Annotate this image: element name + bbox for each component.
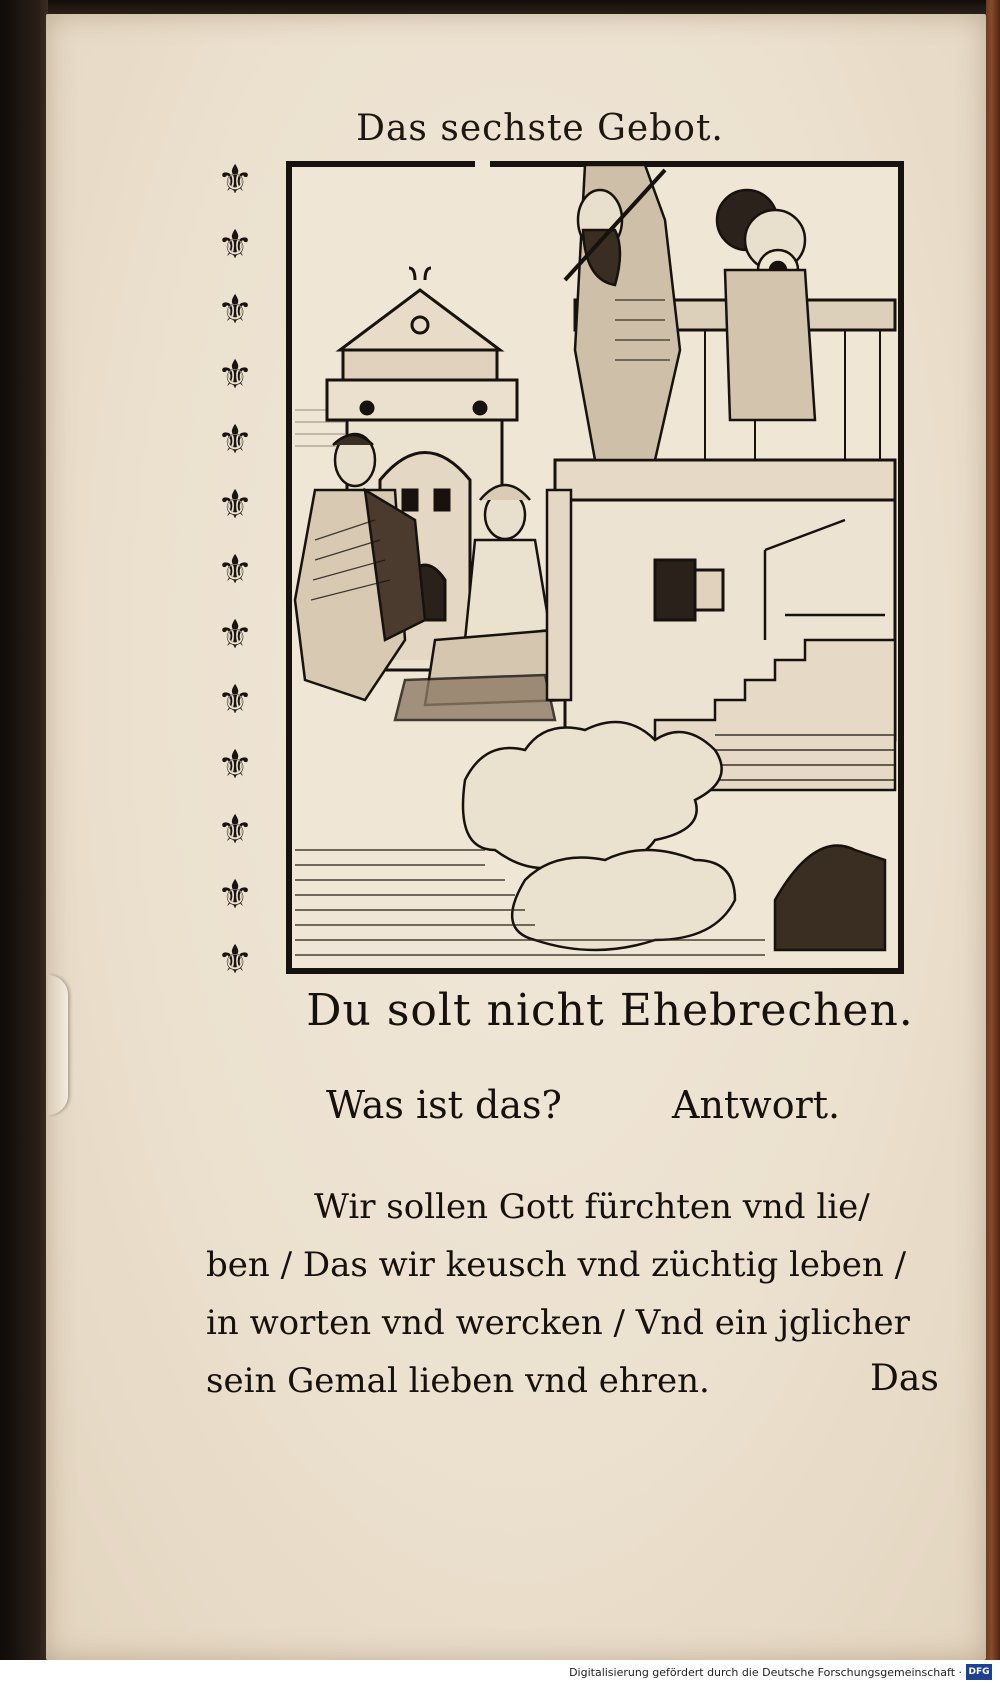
question-row — [300, 1083, 900, 1143]
running-head: Das sechste Gebot. — [356, 108, 724, 149]
fleur-de-lis-icon: ⚜ — [217, 222, 253, 268]
commandment-caption: Du solt nicht Ehebrechen. — [306, 985, 914, 1036]
binding-shadow — [0, 0, 48, 1686]
body-line: ben / Das wir keusch vnd züchtig leben / — [206, 1245, 907, 1285]
fleur-de-lis-icon: ⚜ — [217, 937, 253, 983]
fleur-de-lis-icon: ⚜ — [217, 742, 253, 788]
body-line: Wir sollen Gott fürchten vnd lie/ — [314, 1187, 870, 1227]
woodcut-svg — [285, 160, 905, 975]
fleur-de-lis-icon: ⚜ — [217, 547, 253, 593]
fleur-de-lis-icon: ⚜ — [217, 157, 253, 203]
fleur-de-lis-icon: ⚜ — [217, 352, 253, 398]
soldier-figure — [717, 190, 815, 420]
catchword: Das — [870, 1358, 939, 1399]
ornament-border — [205, 157, 265, 983]
body-line: sein Gemal lieben vnd ehren. — [206, 1361, 710, 1401]
woodcut-illustration — [285, 160, 905, 975]
fleur-de-lis-icon: ⚜ — [217, 287, 253, 333]
explanation-paragraph — [206, 1178, 966, 1410]
fleur-de-lis-icon: ⚜ — [217, 482, 253, 528]
answer-label: Antwort. — [672, 1083, 841, 1127]
fleur-de-lis-icon: ⚜ — [217, 872, 253, 918]
book-cover-edge — [986, 0, 1000, 1660]
scan-top-edge — [0, 0, 1000, 14]
digitization-credit: Digitalisierung gefördert durch die Deutsche Forschungsgemeinschaft · — [569, 1666, 962, 1679]
dfg-logo-icon: DFG — [966, 1664, 992, 1680]
fleur-de-lis-icon: ⚜ — [217, 807, 253, 853]
fleur-de-lis-icon: ⚜ — [217, 612, 253, 658]
body-line: in worten vnd wercken / Vnd ein jglicher — [206, 1303, 910, 1343]
fleur-de-lis-icon: ⚜ — [217, 677, 253, 723]
fleur-de-lis-icon: ⚜ — [217, 417, 253, 463]
page-fold-edge — [48, 975, 68, 1115]
column — [547, 490, 571, 700]
question-text: Was ist das? — [326, 1083, 562, 1127]
